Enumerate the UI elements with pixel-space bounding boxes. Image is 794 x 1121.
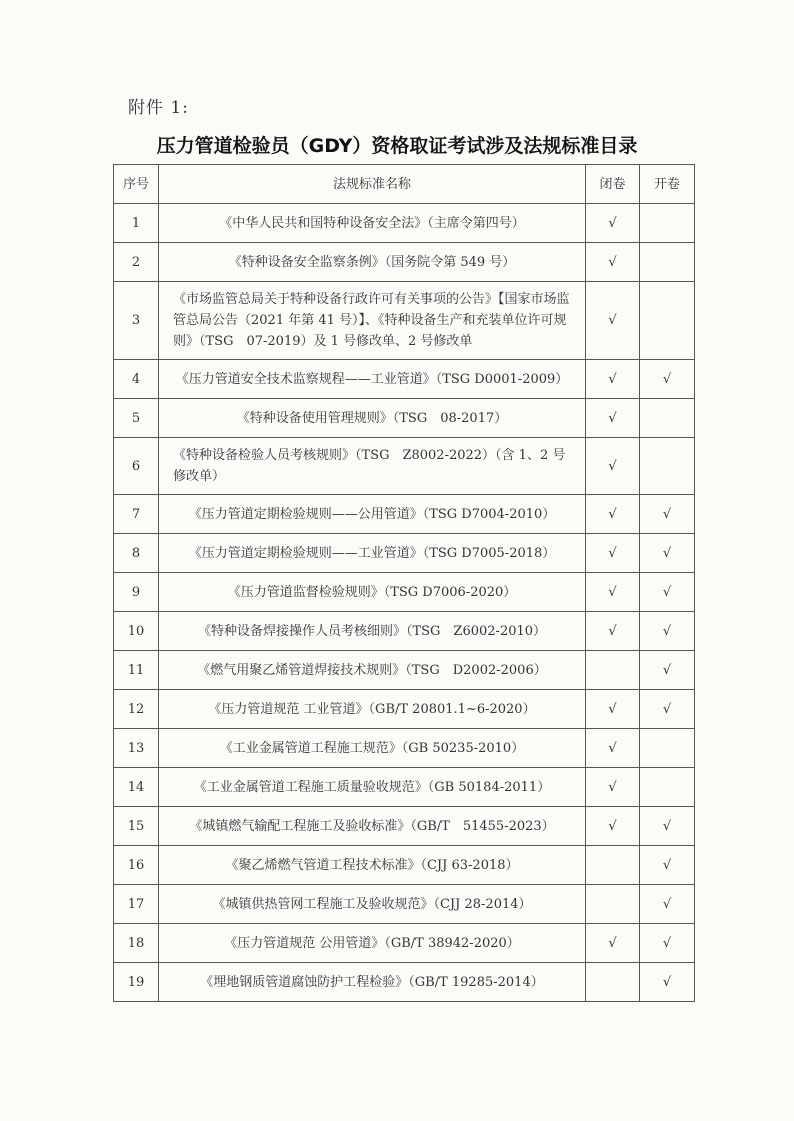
row-name: 《城镇供热管网工程施工及验收规范》（CJJ 28-2014） [159,885,586,924]
row-no: 8 [114,534,159,573]
row-open-check: √ [640,573,695,612]
header-name: 法规标准名称 [159,165,586,204]
row-no: 3 [114,282,159,360]
row-closed-check: √ [586,438,640,495]
regulations-table [113,164,695,1002]
row-open-check: √ [640,612,695,651]
row-name: 《特种设备使用管理规则》（TSG 08-2017） [159,399,586,438]
header-no: 序号 [114,165,159,204]
row-open-check: √ [640,360,695,399]
row-open-check [640,243,695,282]
row-open-check [640,282,695,360]
row-no: 4 [114,360,159,399]
row-closed-check: √ [586,534,640,573]
row-open-check [640,204,695,243]
table-row [114,204,695,243]
row-open-check: √ [640,885,695,924]
row-open-check: √ [640,963,695,1002]
row-no: 17 [114,885,159,924]
row-closed-check [586,846,640,885]
row-open-check [640,729,695,768]
table-row [114,846,695,885]
table-row [114,807,695,846]
row-closed-check: √ [586,690,640,729]
table-row [114,768,695,807]
row-open-check: √ [640,807,695,846]
row-closed-check: √ [586,729,640,768]
row-closed-check: √ [586,573,640,612]
row-closed-check [586,963,640,1002]
row-no: 13 [114,729,159,768]
row-no: 10 [114,612,159,651]
row-name: 《工业金属管道工程施工质量验收规范》（GB 50184-2011） [159,768,586,807]
row-closed-check: √ [586,399,640,438]
table-row [114,690,695,729]
row-closed-check: √ [586,243,640,282]
row-no: 19 [114,963,159,1002]
row-name: 《市场监管总局关于特种设备行政许可有关事项的公告》【国家市场监管总局公告（2021 年第 41 号）】、《特种设备生产和充装单位许可规则》（TSG 07-2019）及 1 号修改单、2 号修改单 [159,282,586,360]
row-name: 《特种设备安全监察条例》（国务院令第 549 号） [159,243,586,282]
row-no: 15 [114,807,159,846]
row-name: 《工业金属管道工程施工规范》（GB 50235-2010） [159,729,586,768]
header-open-book: 开卷 [640,165,695,204]
row-closed-check: √ [586,204,640,243]
row-name: 《中华人民共和国特种设备安全法》（主席令第四号） [159,204,586,243]
row-closed-check [586,651,640,690]
row-name: 《压力管道定期检验规则——工业管道》（TSG D7005-2018） [159,534,586,573]
document-title: 压力管道检验员（GDY）资格取证考试涉及法规标准目录 [156,135,638,157]
row-open-check: √ [640,690,695,729]
row-name: 《压力管道定期检验规则——公用管道》（TSG D7004-2010） [159,495,586,534]
row-no: 16 [114,846,159,885]
table-row [114,399,695,438]
row-name: 《特种设备检验人员考核规则》（TSG Z8002-2022）（含 1、2 号修改单） [159,438,586,495]
table-row [114,438,695,495]
header-closed-book: 闭卷 [586,165,640,204]
row-closed-check: √ [586,807,640,846]
row-open-check: √ [640,651,695,690]
row-no: 2 [114,243,159,282]
annex-label: 附件 1: [128,98,189,118]
row-no: 5 [114,399,159,438]
table-header-row [114,165,695,204]
table-row [114,885,695,924]
row-closed-check: √ [586,360,640,399]
row-closed-check: √ [586,924,640,963]
row-open-check [640,768,695,807]
row-no: 1 [114,204,159,243]
row-closed-check: √ [586,612,640,651]
row-no: 9 [114,573,159,612]
row-closed-check: √ [586,495,640,534]
row-name: 《压力管道安全技术监察规程——工业管道》（TSG D0001-2009） [159,360,586,399]
row-name: 《压力管道规范 工业管道》（GB/T 20801.1~6-2020） [159,690,586,729]
table-row [114,729,695,768]
row-no: 6 [114,438,159,495]
table-row [114,495,695,534]
row-no: 18 [114,924,159,963]
row-name: 《聚乙烯燃气管道工程技术标准》（CJJ 63-2018） [159,846,586,885]
row-open-check: √ [640,534,695,573]
row-no: 7 [114,495,159,534]
row-name: 《城镇燃气输配工程施工及验收标准》（GB/T 51455-2023） [159,807,586,846]
row-open-check: √ [640,846,695,885]
row-name: 《埋地钢质管道腐蚀防护工程检验》（GB/T 19285-2014） [159,963,586,1002]
row-name: 《压力管道监督检验规则》（TSG D7006-2020） [159,573,586,612]
row-open-check: √ [640,495,695,534]
table-row [114,963,695,1002]
row-no: 11 [114,651,159,690]
row-name: 《压力管道规范 公用管道》（GB/T 38942-2020） [159,924,586,963]
table-row [114,282,695,360]
table-row [114,534,695,573]
row-name: 《特种设备焊接操作人员考核细则》（TSG Z6002-2010） [159,612,586,651]
row-no: 12 [114,690,159,729]
table-row [114,924,695,963]
table-row [114,360,695,399]
row-open-check: √ [640,924,695,963]
table-row [114,573,695,612]
table-row [114,612,695,651]
row-name: 《燃气用聚乙烯管道焊接技术规则》（TSG D2002-2006） [159,651,586,690]
row-closed-check: √ [586,282,640,360]
table-row [114,651,695,690]
row-open-check [640,438,695,495]
row-no: 14 [114,768,159,807]
table-row [114,243,695,282]
row-closed-check [586,885,640,924]
row-closed-check: √ [586,768,640,807]
row-open-check [640,399,695,438]
